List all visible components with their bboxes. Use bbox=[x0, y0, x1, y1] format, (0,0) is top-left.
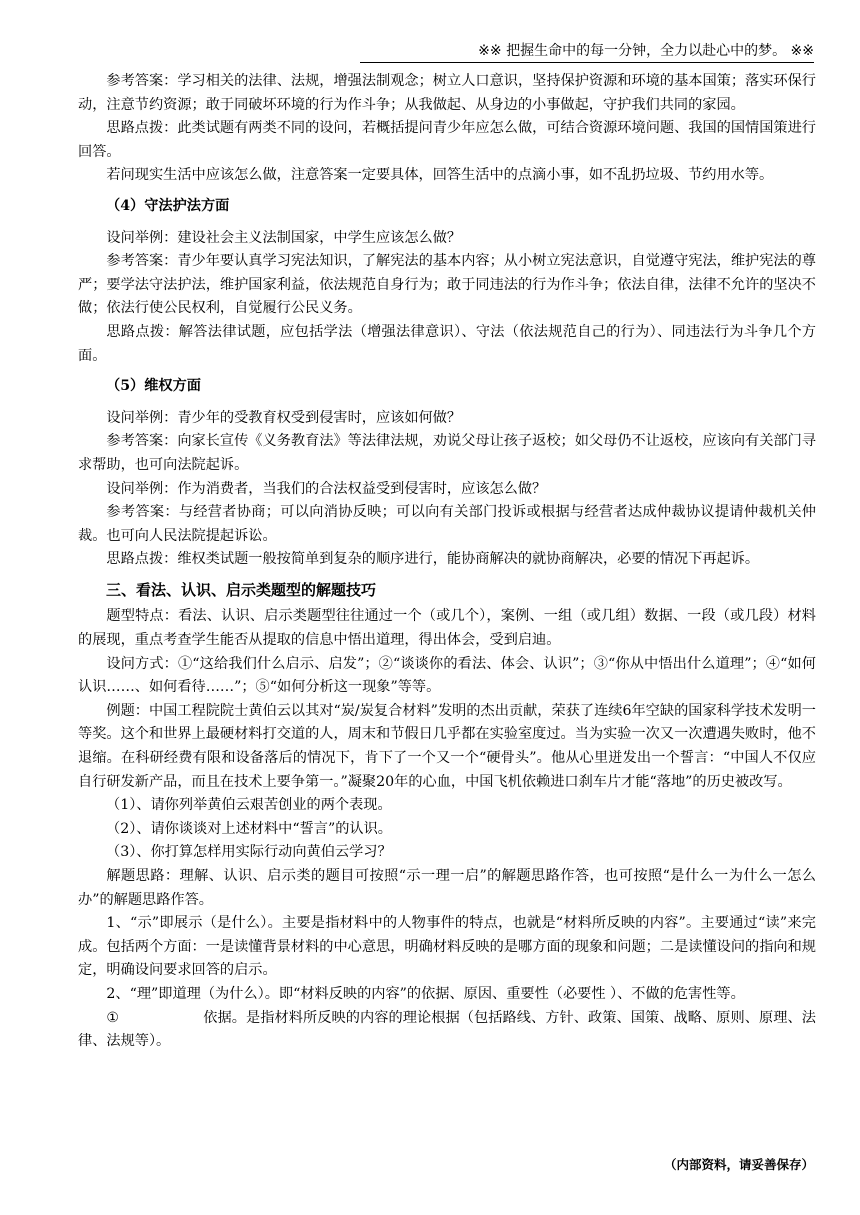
paragraph: 若问现实生活中应该怎么做，注意答案一定要具体，回答生活中的点滴小事，如不乱扔垃圾、节约用水等。 bbox=[106, 167, 774, 184]
paragraph: 设问举例：建设社会主义法制国家，中学生应该怎么做？ bbox=[106, 229, 462, 246]
paragraph: 思路点拨：维权类试题一般按简单到复杂的顺序进行，能协商解决的就协商解决，必要的情况下再起诉。 bbox=[106, 551, 760, 568]
paragraph: 参考答案：与经营者协商；可以向消协反映；可以向有关部门投诉或根据与经营者达成仲裁协议提请仲裁机关仲裁。也可向人民法院提起诉讼。 bbox=[78, 504, 816, 544]
page-footer-note: （内部资料，请妥善保存） bbox=[663, 1157, 814, 1172]
paragraph: 解题思路：理解、认识、启示类的题目可按照“示一理一启”的解题思路作答，也可按照“是什么一为什么一怎么办”的解题思路作答。 bbox=[78, 868, 816, 908]
paragraph: 2、“理”即道理（为什么）。即“材料反映的内容”的依据、原因、重要性（必要性 ）、不做的危害性等。 bbox=[106, 985, 745, 1002]
question-item: （1）、请你列举黄伯云艰苦创业的两个表现。 bbox=[106, 797, 392, 814]
paragraph: 1、“示”即展示（是什么）。主要是指材料中的人物事件的特点，也就是“材料所反映的内容”。主要通过“读”来完成。包括两个方面：一是读懂背景材料的中心意思，明确材料反映的是哪方面的现象和问题；二是读懂设问的指向和规定，明确设问要求回答的启示。 bbox=[78, 915, 816, 979]
section-heading: 三、看法、认识、启示类题型的解题技巧 bbox=[106, 580, 377, 599]
question-item: （2）、请你谈谈对上述材料中“誓言”的认识。 bbox=[106, 820, 392, 837]
paragraph: 思路点拨：解答法律试题，应包括学法（增强法律意识）、守法（依法规范自己的行为）、同违法行为斗争几个方面。 bbox=[78, 323, 816, 364]
paragraph: 设问举例：青少年的受教育权受到侵害时，应该如何做？ bbox=[106, 409, 462, 426]
paragraph: 设问举例：作为消费者，当我们的合法权益受到侵害时，应该怎么做？ bbox=[106, 480, 547, 497]
numbered-point bbox=[78, 1007, 816, 1054]
paragraph: 思路点拨：此类试题有两类不同的设问，若概括提问青少年应怎么做，可结合资源环境问题、我国的国情国策进行回答。 bbox=[78, 120, 816, 160]
paragraph: 例题：中国工程院院士黄伯云以其对“炭/炭复合材料”发明的杰出贡献，荣获了连续6年空缺的国家科学技术发明一等奖。这个和世界上最硬材料打交道的人，周末和节假日几乎都在实验室度过。当为实验一次又一次遭遇失败时，他不退缩。在科研经费有限和设备落后的情况下，肯下了一个又一个“硬骨头”。他从心里迸发出一个誓言：“中国人不仅应自行研发新产品，而且在技术上要争第一。”凝聚20年的心血，中国飞机依赖进口刹车片才能“落地”的历史被改写。 bbox=[78, 702, 816, 790]
paragraph: 题型特点：看法、认识、启示类题型往往通过一个（或几个），案例、一组（或几组）数据、一段（或几段）材料的展现，重点考查学生能否从提取的信息中悟出道理，得出体会，受到启迪。 bbox=[78, 608, 816, 649]
paragraph: 设问方式：①“这给我们什么启示、启发”；②“谈谈你的看法、体会、认识”；③“你从中悟出什么道理”；④“如何认识……、如何看待……”；⑤“如何分析这一现象”等等。 bbox=[78, 655, 816, 696]
paragraph: 参考答案：青少年要认真学习宪法知识，了解宪法的基本内容；从小树立宪法意识，自觉遵守宪法，维护宪法的尊严；要学法守法护法，维护国家利益，依法规范自身行为；敢于同违法的行为作斗争；依法自律，法律不允许的坚决不做；依法行使公民权利，自觉履行公民义务。 bbox=[78, 253, 816, 317]
document-body bbox=[78, 70, 816, 1054]
point-text: 依据。是指材料所反映的内容的理论根据（包括路线、方针、政策、国策、战略、原则、原理、法律、法规等）。 bbox=[78, 1009, 816, 1050]
subsection-heading: （4）守法护法方面 bbox=[106, 197, 230, 214]
page-header-motto: ※※ 把握生命中的每一分钟，全力以赴心中的梦。 ※※ bbox=[360, 40, 814, 63]
paragraph: 参考答案：向家长宣传《义务教育法》等法律法规，劝说父母让孩子返校；如父母仍不让返校，应该向有关部门寻求帮助，也可向法院起诉。 bbox=[78, 433, 816, 473]
question-item: （3）、你打算怎样用实际行动向黄伯云学习？ bbox=[106, 844, 392, 861]
circled-number: ① bbox=[106, 1009, 120, 1026]
paragraph: 参考答案：学习相关的法律、法规，增强法制观念；树立人口意识，坚持保护资源和环境的基本国策；落实环保行动，注意节约资源；敢于同破坏环境的行为作斗争；从我做起、从身边的小事做起，守护我们共同的家园。 bbox=[78, 73, 816, 113]
subsection-heading: （5）维权方面 bbox=[106, 378, 201, 395]
